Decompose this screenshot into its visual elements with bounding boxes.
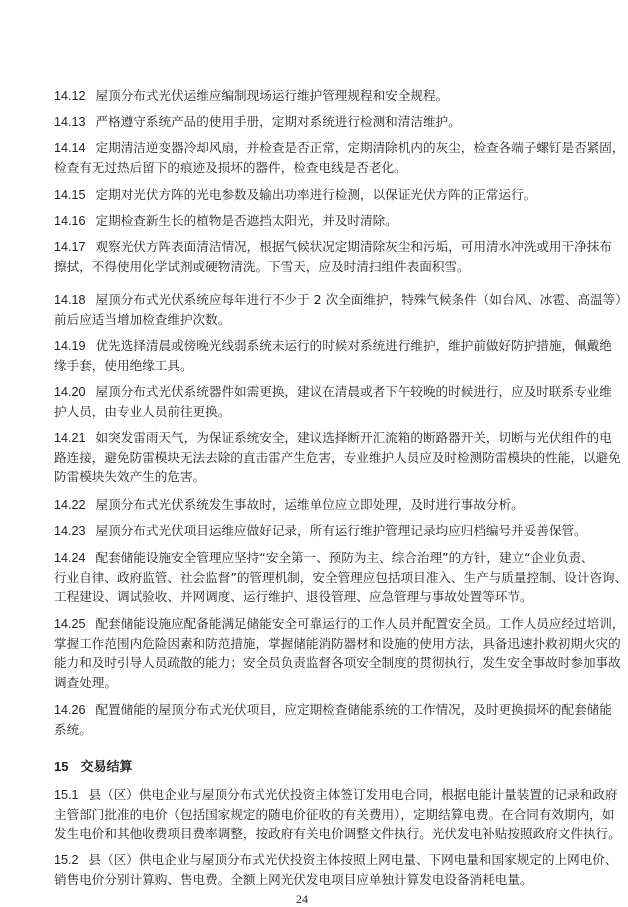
section-heading: [54, 756, 132, 775]
clause-text: 检查有无过热后留下的痕迹及损坏的器件，检查电线是否老化。: [54, 159, 407, 175]
clause-text: 如突发雷雨天气，为保证系统安全，建议选择断开汇流箱的断路器开关，切断与光伏组件的电: [95, 430, 612, 445]
clause-text: 缘手套，使用绝缘工具。: [54, 357, 193, 373]
clause-number: 14.22: [54, 498, 86, 512]
clause-line: [54, 211, 550, 231]
clause-line: [54, 382, 612, 402]
clause-text: 掌握工作范围内危险因素和防范措施，掌握储能消防器材和设施的使用方法，具备迅速扑救初期火灾的: [54, 635, 621, 651]
clause-text: 工程建设、调试验收、并网调度、运行维护、退役管理、应急管理与事故处置等环节。: [54, 589, 533, 605]
clause-14-16: [54, 211, 550, 231]
clause-text: 能力和及时引导人员疏散的能力；安全员负责监督各项安全制度的贯彻执行，发生安全事故时参加事故: [54, 655, 621, 671]
clause-text: 屋顶分布式光伏系统器件如需更换，建议在清晨或者下午较晚的时候进行，应及时联系专业维: [95, 384, 612, 399]
clause-line: [54, 185, 550, 205]
clause-line: [54, 310, 550, 330]
clause-14-17: [54, 237, 612, 276]
clause-text: 县（区）供电企业与屋顶分布式光伏投资主体签订发用电合同，根据电能计量装置的记录和政府: [88, 787, 618, 802]
clause-14-13: [54, 112, 550, 132]
clause-line: [54, 356, 550, 376]
clause-text: 调查处理。: [54, 674, 117, 690]
section-title: 交易结算: [80, 760, 133, 775]
clause-line: [54, 824, 621, 844]
clause-14-19: [54, 336, 612, 375]
clause-number: 15.2: [54, 853, 79, 867]
clause-text: 配置储能的屋顶分布式光伏项目，应定期检查储能系统的工作情况，及时更换损坏的配套储能: [95, 702, 612, 717]
clause-14-26: [54, 700, 612, 739]
clause-number: 14.16: [54, 214, 86, 228]
clause-14-25: [54, 614, 625, 692]
clause-line: [54, 237, 612, 257]
clause-line: [54, 86, 550, 106]
clause-text: 主管部门批准的电价（包括国家规定的随电价征收的有关费用），定期结算电费。在合同有效期内，如: [54, 806, 615, 822]
clause-number: 14.26: [54, 703, 86, 717]
clause-text: 销售电价分别计算购、售电费。全额上网光伏发电项目应单独计算发电设备消耗电量。: [54, 871, 533, 887]
clause-number: 14.21: [54, 431, 86, 445]
clause-text: 前后应适当增加检查维护次数。: [54, 311, 231, 327]
clause-line: [54, 870, 550, 890]
clause-line: [54, 568, 628, 588]
clause-line: [54, 785, 618, 805]
clause-number: 14.18: [54, 293, 86, 307]
clause-line: [54, 158, 550, 178]
clause-number: 14.12: [54, 89, 86, 103]
clause-text: 严格遵守系统产品的使用手册，定期对系统进行检测和清洁维护。: [95, 114, 461, 129]
clause-text: 屋顶分布式光伏项目运维应做好记录，所有运行维护管理记录均应归档编号并妥善保管。: [95, 523, 587, 538]
clause-line: [54, 587, 550, 607]
clause-number: 14.17: [54, 240, 86, 254]
clause-line: [54, 448, 621, 468]
clause-text: 定期清洁逆变器冷却风扇，并检查是否正常，定期清除机内的灰尘，检查各端子螺钉是否紧固，: [95, 140, 625, 155]
clause-line: [54, 290, 628, 310]
clause-text: 擦拭，不得使用化学试剂或硬物清洗。下雪天，应及时清扫组件表面积雪。: [54, 258, 470, 274]
clause-text: 定期对光伏方阵的光电参数及输出功率进行检测，以保证光伏方阵的正常运行。: [95, 187, 537, 202]
clause-text: 县（区）供电企业与屋顶分布式光伏投资主体按照上网电量、下网电量和国家规定的上网电价、: [88, 852, 618, 867]
clause-line: [54, 700, 612, 720]
clause-text: 屋顶分布式光伏系统应每年进行不少于 2 次全面维护，特殊气候条件（如台风、冰雹、高温等）: [95, 292, 628, 307]
clause-text: 配套储能设施应配备能满足储能安全可靠运行的工作人员并配置安全员。工作人员应经过培训，: [95, 616, 625, 631]
clause-text: 行业自律、政府监管、社会监督”的管理机制，安全管理应包括项目准入、生产与质量控制、设计咨询、: [54, 569, 628, 585]
clause-text: 观察光伏方阵表面清洁情况，根据气候状况定期清除灰尘和污垢，可用清水冲洗或用干净抹布: [95, 239, 612, 254]
clause-number: 14.24: [54, 551, 86, 565]
clause-line: [54, 402, 550, 422]
clause-14-24: [54, 548, 628, 607]
clause-line: [54, 521, 587, 541]
clause-line: [54, 257, 550, 277]
clause-text: 屋顶分布式光伏系统发生事故时，运维单位应立即处理，及时进行事故分析。: [95, 497, 524, 512]
clause-text: 发生电价和其他收费项目费率调整，按政府有关电价调整文件执行。光伏发电补贴按照政府文件执行。: [54, 826, 621, 842]
clause-text: 配套储能设施安全管理应坚持“安全第一、预防为主、综合治理”的方针，建立“企业负责、: [95, 550, 594, 565]
clause-number: 15.1: [54, 788, 79, 802]
clause-14-18: [54, 290, 628, 329]
section-number: 15: [54, 759, 69, 774]
clause-15-1: [54, 785, 621, 844]
clause-line: [54, 653, 621, 673]
clause-text: 系统。: [54, 721, 92, 737]
clause-text: 防雷模块失效产生的危害。: [54, 469, 206, 485]
clause-14-15: [54, 185, 550, 205]
clause-15-2: [54, 850, 618, 889]
clause-text: 屋顶分布式光伏运维应编制现场运行维护管理规程和安全规程。: [95, 88, 449, 103]
clause-number: 14.19: [54, 339, 86, 353]
clause-line: [54, 634, 621, 654]
clause-14-12: [54, 86, 550, 106]
clause-line: [54, 495, 550, 515]
clause-line: [54, 112, 550, 132]
clause-14-22: [54, 495, 550, 515]
clause-line: [54, 548, 594, 568]
clause-line: [54, 336, 612, 356]
clause-number: 14.13: [54, 115, 86, 129]
clause-number: 14.25: [54, 617, 86, 631]
clause-14-23: [54, 521, 587, 541]
clause-number: 14.14: [54, 141, 86, 155]
clause-line: [54, 805, 615, 825]
page-number: 24: [296, 892, 308, 906]
clause-14-14: [54, 138, 625, 177]
clause-line: [54, 428, 612, 448]
clause-text: 优先选择清晨或傍晚光线弱系统未运行的时候对系统进行维护，维护前做好防护措施，佩戴绝: [95, 338, 612, 353]
clause-text: 护人员，由专业人员前往更换。: [54, 403, 231, 419]
clause-text: 定期检查新生长的植物是否遮挡太阳光，并及时清除。: [95, 213, 398, 228]
clause-line: [54, 138, 625, 158]
clause-line: [54, 614, 625, 634]
clause-number: 14.23: [54, 524, 86, 538]
clause-number: 14.15: [54, 188, 86, 202]
clause-line: [54, 850, 618, 870]
clause-14-21: [54, 428, 621, 487]
clause-number: 14.20: [54, 385, 86, 399]
clause-line: [54, 720, 550, 740]
clause-14-20: [54, 382, 612, 421]
clause-text: 路连接，避免防雷模块无法去除的直击雷产生危害，专业维护人员应及时检测防雷模块的性能，以避免: [54, 449, 621, 465]
clause-line: [54, 467, 550, 487]
clause-line: [54, 673, 550, 693]
